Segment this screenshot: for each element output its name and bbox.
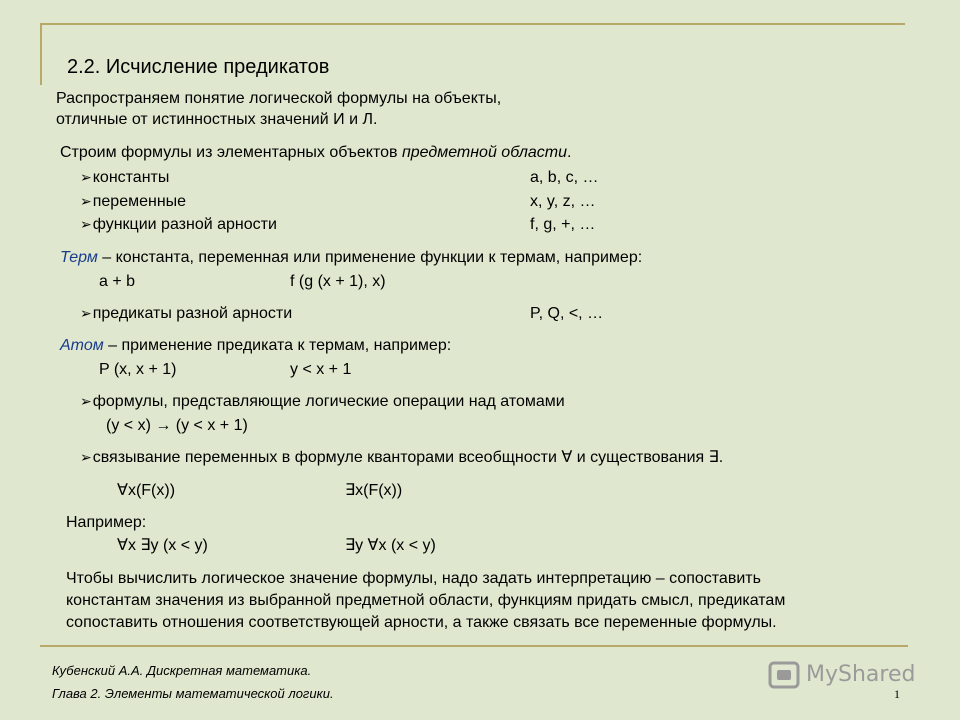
arrow-bullet-icon: ➢	[80, 305, 92, 321]
watermark-text: MyShared	[806, 662, 916, 687]
atom-example-2: y < x + 1	[290, 361, 352, 378]
example-formula-2: ∃y ∀x (x < y)	[345, 537, 436, 554]
term-example-2: f (g (x + 1), x)	[290, 273, 386, 290]
page-number: 1	[894, 687, 900, 701]
arrow-bullet-icon: ➢	[80, 449, 92, 465]
atom-rest: – применение предиката к термам, например:	[103, 337, 452, 354]
item-value: x, y, z, …	[530, 193, 596, 210]
item-value: f, g, +, …	[530, 216, 596, 233]
footer-author: Кубенский А.А. Дискретная математика.	[52, 663, 312, 678]
arrow-bullet-icon: ➢	[80, 169, 92, 185]
quantifier-example-1: ∀x(F(x))	[117, 482, 176, 499]
conclusion-line-1: Чтобы вычислить логическое значение формулы, надо задать интерпретацию – сопоставить	[66, 570, 761, 587]
formulas-example: (y < x) → (y < x + 1)	[106, 417, 248, 434]
item-label: переменные	[92, 193, 187, 210]
quantifier-example-2: ∃x(F(x))	[345, 482, 403, 499]
atom-example-1: P (x, x + 1)	[99, 361, 177, 378]
slide-title: 2.2. Исчисление предикатов	[67, 56, 330, 78]
term-example-1: a + b	[99, 273, 136, 290]
term-definition	[60, 250, 642, 266]
item-label: константы	[92, 169, 170, 186]
conclusion-line-3: сопоставить отношения соответствующей арности, а также связать все переменные формулы.	[66, 614, 777, 631]
top-rule	[40, 23, 905, 25]
conclusion-line-2: константам значения из выбранной предметной области, функциям придать смысл, предикатам	[66, 592, 786, 609]
example-label: Например:	[66, 514, 147, 531]
predicates-value: P, Q, <, …	[530, 305, 604, 322]
build-lead-italic: предметной области	[401, 144, 567, 161]
list-item	[80, 450, 723, 466]
term-rest: – константа, переменная или применение функции к термам, например:	[97, 249, 643, 266]
bottom-rule	[40, 645, 908, 647]
item-value: a, b, c, …	[530, 169, 599, 186]
list-item	[80, 306, 292, 322]
build-lead-end: .	[567, 144, 572, 161]
list-item	[80, 194, 186, 210]
list-item	[80, 394, 565, 410]
arrow-bullet-icon: ➢	[80, 393, 92, 409]
arrow-bullet-icon: ➢	[80, 216, 92, 232]
predicates-label: предикаты разной арности	[92, 305, 293, 322]
formulas-label: формулы, представляющие логические операции над атомами	[92, 393, 565, 410]
build-lead: Строим формулы из элементарных объектов	[60, 144, 402, 161]
footer-chapter: Глава 2. Элементы математической логики.	[52, 686, 334, 701]
list-item	[80, 217, 277, 233]
intro-line-1: Распространяем понятие логической формулы на объекты,	[56, 90, 502, 107]
atom-definition	[60, 338, 451, 354]
list-item	[80, 170, 169, 186]
term-word: Терм	[60, 249, 98, 266]
intro-line-2: отличные от истинностных значений И и Л.	[56, 111, 378, 128]
left-rule	[40, 23, 42, 85]
item-label: функции разной арности	[92, 216, 277, 233]
atom-word: Атом	[60, 337, 104, 354]
example-formula-1: ∀x ∃y (x < y)	[117, 537, 208, 554]
quantifiers-label: связывание переменных в формуле кванторами всеобщности ∀ и существования ∃.	[92, 449, 724, 466]
arrow-bullet-icon: ➢	[80, 193, 92, 209]
build-line	[60, 145, 571, 161]
